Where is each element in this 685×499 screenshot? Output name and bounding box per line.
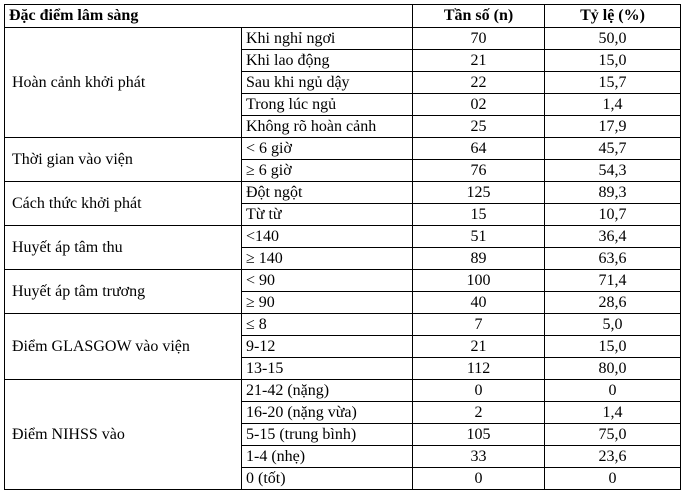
subcategory-cell: Sau khi ngủ dậy — [242, 72, 413, 94]
group-label: Huyết áp tâm thu — [5, 226, 242, 270]
frequency-cell: 100 — [413, 270, 545, 292]
frequency-cell: 89 — [413, 248, 545, 270]
frequency-cell: 22 — [413, 72, 545, 94]
group-label: Cách thức khởi phát — [5, 182, 242, 226]
frequency-cell: 7 — [413, 314, 545, 336]
group-label: Hoàn cảnh khởi phát — [5, 28, 242, 138]
group-label: Huyết áp tâm trương — [5, 270, 242, 314]
frequency-cell: 0 — [413, 468, 545, 490]
subcategory-cell: Không rõ hoàn cảnh — [242, 116, 413, 138]
subcategory-cell: <140 — [242, 226, 413, 248]
frequency-cell: 02 — [413, 94, 545, 116]
subcategory-cell: 21-42 (nặng) — [242, 380, 413, 402]
percent-cell: 0 — [545, 468, 681, 490]
header-feature: Đặc điểm lâm sàng — [5, 5, 413, 28]
table-row — [5, 380, 681, 402]
frequency-cell: 15 — [413, 204, 545, 226]
header-row — [5, 5, 681, 28]
group-label: Thời gian vào viện — [5, 138, 242, 182]
subcategory-cell: 9-12 — [242, 336, 413, 358]
frequency-cell: 21 — [413, 336, 545, 358]
frequency-cell: 0 — [413, 380, 545, 402]
percent-cell: 1,4 — [545, 94, 681, 116]
subcategory-cell: 13-15 — [242, 358, 413, 380]
percent-cell: 63,6 — [545, 248, 681, 270]
frequency-cell: 64 — [413, 138, 545, 160]
frequency-cell: 105 — [413, 424, 545, 446]
table-row — [5, 28, 681, 50]
subcategory-cell: ≥ 6 giờ — [242, 160, 413, 182]
table-row — [5, 314, 681, 336]
subcategory-cell: ≤ 8 — [242, 314, 413, 336]
group-label: Điểm NIHSS vào — [5, 380, 242, 490]
frequency-cell: 2 — [413, 402, 545, 424]
percent-cell: 1,4 — [545, 402, 681, 424]
percent-cell: 28,6 — [545, 292, 681, 314]
subcategory-cell: ≥ 140 — [242, 248, 413, 270]
header-percent: Tỷ lệ (%) — [545, 5, 681, 28]
subcategory-cell: ≥ 90 — [242, 292, 413, 314]
table-row — [5, 182, 681, 204]
percent-cell: 10,7 — [545, 204, 681, 226]
percent-cell: 71,4 — [545, 270, 681, 292]
percent-cell: 54,3 — [545, 160, 681, 182]
frequency-cell: 125 — [413, 182, 545, 204]
subcategory-cell: Đột ngột — [242, 182, 413, 204]
subcategory-cell: 1-4 (nhẹ) — [242, 446, 413, 468]
subcategory-cell: < 90 — [242, 270, 413, 292]
clinical-features-table — [4, 4, 681, 490]
percent-cell: 0 — [545, 380, 681, 402]
percent-cell: 23,6 — [545, 446, 681, 468]
subcategory-cell: 5-15 (trung bình) — [242, 424, 413, 446]
subcategory-cell: 16-20 (nặng vừa) — [242, 402, 413, 424]
table-body — [5, 28, 681, 490]
table-row — [5, 226, 681, 248]
percent-cell: 15,0 — [545, 336, 681, 358]
table-row — [5, 138, 681, 160]
table-row — [5, 270, 681, 292]
percent-cell: 15,0 — [545, 50, 681, 72]
percent-cell: 80,0 — [545, 358, 681, 380]
group-label: Điểm GLASGOW vào viện — [5, 314, 242, 380]
percent-cell: 15,7 — [545, 72, 681, 94]
subcategory-cell: < 6 giờ — [242, 138, 413, 160]
percent-cell: 5,0 — [545, 314, 681, 336]
percent-cell: 50,0 — [545, 28, 681, 50]
frequency-cell: 51 — [413, 226, 545, 248]
subcategory-cell: Khi lao động — [242, 50, 413, 72]
subcategory-cell: Khi nghỉ ngơi — [242, 28, 413, 50]
percent-cell: 36,4 — [545, 226, 681, 248]
frequency-cell: 21 — [413, 50, 545, 72]
frequency-cell: 70 — [413, 28, 545, 50]
subcategory-cell: Trong lúc ngủ — [242, 94, 413, 116]
frequency-cell: 112 — [413, 358, 545, 380]
subcategory-cell: Từ từ — [242, 204, 413, 226]
percent-cell: 89,3 — [545, 182, 681, 204]
frequency-cell: 76 — [413, 160, 545, 182]
percent-cell: 75,0 — [545, 424, 681, 446]
frequency-cell: 40 — [413, 292, 545, 314]
percent-cell: 17,9 — [545, 116, 681, 138]
subcategory-cell: 0 (tốt) — [242, 468, 413, 490]
percent-cell: 45,7 — [545, 138, 681, 160]
frequency-cell: 25 — [413, 116, 545, 138]
header-frequency: Tần số (n) — [413, 5, 545, 28]
frequency-cell: 33 — [413, 446, 545, 468]
